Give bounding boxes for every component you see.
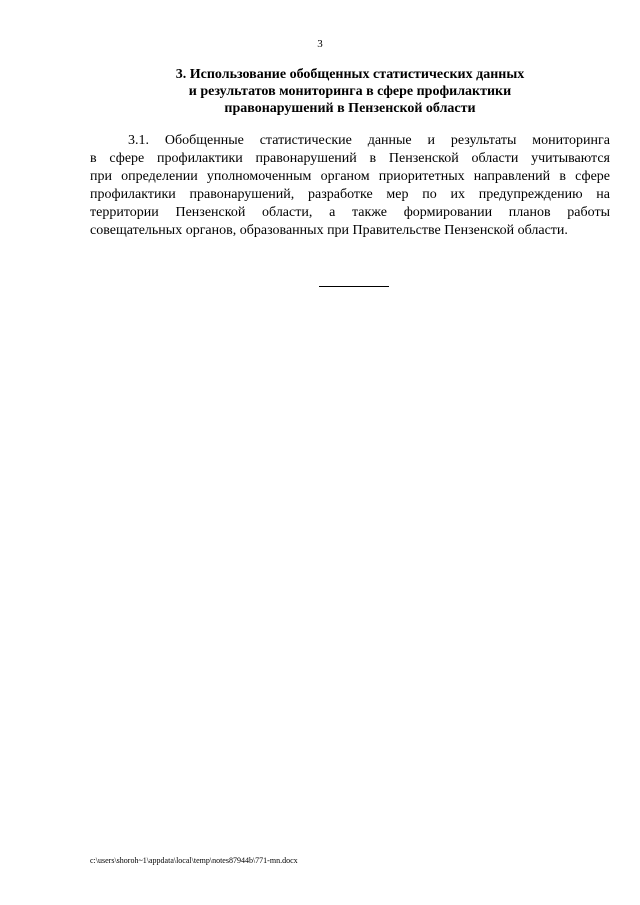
paragraph-line: совещательных органов, образованных при Правительстве Пензенской области. [90, 223, 568, 238]
section-heading-line: правонарушений в Пензенской области [224, 101, 476, 116]
body-paragraph [90, 132, 610, 240]
paragraph-line: в сфере профилактики правонарушений в Пензенской области учитываются [90, 151, 610, 166]
section-heading-line: и результатов мониторинга в сфере профилактики [188, 84, 512, 99]
footer-file-path: c:\users\shoroh~1\appdata\local\temp\notes87944b\771-mn.docx [90, 856, 298, 865]
paragraph-line: территории Пензенской области, а также формировании планов работы [90, 205, 610, 220]
end-of-text-rule [319, 286, 389, 287]
paragraph-line: при определении уполномоченным органом приоритетных направлений в сфере [90, 169, 610, 184]
section-heading-line: 3. Использование обобщенных статистических данных [175, 67, 525, 82]
page-number: 3 [317, 38, 323, 50]
paragraph-line: 3.1. Обобщенные статистические данные и результаты мониторинга [128, 133, 610, 148]
section-heading [90, 66, 610, 117]
paragraph-line: профилактики правонарушений, разработке мер по их предупреждению на [90, 187, 610, 202]
